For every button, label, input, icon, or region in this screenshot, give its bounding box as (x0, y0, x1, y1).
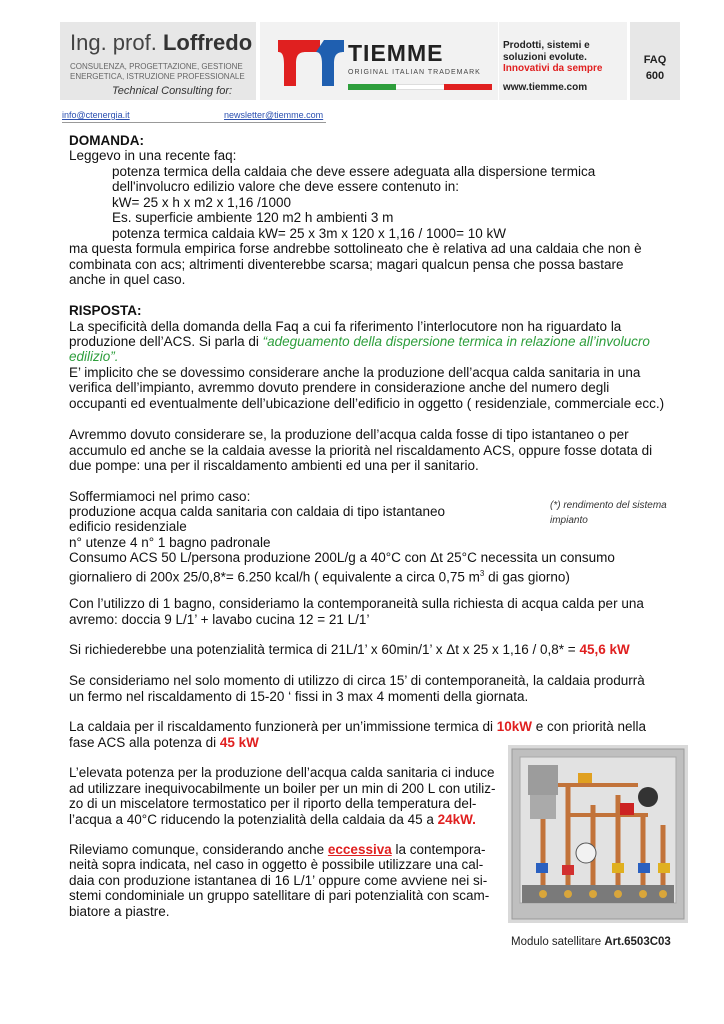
risposta-line: giornaliero di 200x 25/0,8*= 6.250 kcal/h ( equivalente a circa 0,75 $m^3$ di gas giorno) (69, 569, 570, 585)
risposta-line: ad utilizzare inequivocabilmente un boiler per un min di 200 L con utiliz- (69, 781, 496, 796)
domanda-line: combinata con acs; altrimenti diventerebbe scarsa; magari qualcun pensa che possa bastare (69, 257, 624, 272)
flag-white-stripe (396, 84, 444, 90)
flag-red-stripe (444, 84, 492, 90)
consultant-name: Ing. prof. Loffredo (70, 30, 253, 55)
risposta-line: l’acqua a 40°C riducendo la potenzialità della caldaia da 45 a 24kW. (69, 812, 476, 827)
footnote: (*) rendimento del sistema impianto (550, 500, 667, 526)
faq-label: FAQ (643, 54, 667, 66)
domanda-formula: kW= 25 x h x m2 x 1,16 /1000 (112, 195, 291, 210)
power-value: 10kW (496, 719, 532, 734)
website-link[interactable]: www.tiemme.com (503, 82, 588, 93)
domanda-line: Leggevo in una recente faq: (69, 148, 237, 163)
risposta-line: Con l’utilizzo di 1 bagno, consideriamo la contemporaneità sulla richiesta di acqua calda per una (69, 596, 644, 611)
faq-number: 600 (645, 70, 665, 82)
risposta-line: Consumo ACS 50 L/persona produzione 200L/g a 40°C con Δt 25°C necessita un consumo (69, 550, 615, 565)
domanda-result: potenza termica caldaia kW= 25 x 3m x 120 x 1,16 / 1000= 10 kW (112, 226, 506, 241)
risposta-line: edificio residenziale (69, 519, 187, 534)
products-slogan: Prodotti, sistemi e soluzioni evolute. (503, 40, 590, 63)
flag-green-stripe (348, 84, 396, 90)
brand-name: TIEMME (348, 40, 444, 66)
consultant-subtitle: CONSULENZA, PROGETTAZIONE, GESTIONE ENERGETICA, ISTRUZIONE PROFESSIONALE (70, 62, 245, 81)
power-value: 45,6 kW (579, 642, 630, 657)
risposta-line: daia con produzione istantanea di 16 L/1’ oppure come avviene nei si- (69, 873, 488, 888)
brand-tagline: ORIGINAL ITALIAN TRADEMARK (348, 69, 481, 76)
domanda-line: ma questa formula empirica forse andrebbe sottolineato che è relativa ad una caldaia che non è (69, 241, 642, 256)
risposta-line: produzione acqua calda sanitaria con caldaia di tipo istantaneo (69, 504, 446, 519)
risposta-line: un fermo nel riscaldamento di 15-20 ‘ fissi in 3 max 4 momenti della giornata. (69, 689, 529, 704)
email-newsletter-link[interactable]: newsletter@tiemme.com (224, 110, 324, 120)
divider (62, 122, 326, 123)
risposta-line: stemi condominiale un gruppo satellitare di pari potenzialità con scam- (69, 888, 490, 903)
risposta-line: Si richiederebbe una potenzialità termica di 21L/1’ x 60min/1’ x Δt x 25 x 1,16 / 0,8* = 45,6 kW (69, 642, 630, 657)
satellite-module-image (508, 745, 688, 923)
risposta-line: Soffermiamoci nel primo caso: (69, 489, 251, 504)
risposta-line: n° utenze 4 n° 1 bagno padronale (69, 535, 271, 550)
technical-consulting-label: Technical Consulting for: (112, 85, 233, 97)
products-innovation: Innovativi da sempre (503, 63, 603, 74)
domanda-heading: DOMANDA: (69, 133, 144, 148)
eccessiva-highlight: eccessiva (327, 842, 392, 857)
email-info-link[interactable]: info@ctenergia.it (62, 110, 130, 120)
quote-highlight: edilizio”. (69, 349, 119, 364)
risposta-line: La caldaia per il riscaldamento funzionerà per un’immissione termica di 10kW e con priorità nella (69, 719, 647, 734)
domanda-line: potenza termica della caldaia che deve essere adeguata alla dispersione termica (112, 164, 596, 179)
domanda-line: dell'involucro edilizio valore che deve essere contenuto in: (112, 179, 460, 194)
risposta-line: Rileviamo comunque, considerando anche eccessiva la contempora- (69, 842, 486, 857)
risposta-line: Avremmo dovuto considerare se, la produzione dell’acqua calda fosse di tipo istantaneo o per (69, 427, 629, 442)
risposta-line: zo di un miscelatore termostatico per il riporto della temperatura del- (69, 796, 477, 811)
risposta-line: avremo: doccia 9 L/1’ + lavabo cucina 12 = 21 L/1’ (69, 612, 370, 627)
power-value: 24kW. (437, 812, 476, 827)
risposta-line: verifica dell’impianto, avremmo dovuto prendere in considerazione anche del numero degli (69, 380, 610, 395)
risposta-line: neità sopra indicata, nel caso in oggetto è possibile utilizzare una cal- (69, 857, 484, 872)
risposta-line: La specificità della domanda della Faq a cui fa riferimento l’interlocutore non ha riguardato la (69, 319, 622, 334)
risposta-line: E’ implicito che se dovessimo considerare anche la produzione dell’acqua calda sanitaria in una (69, 365, 641, 380)
domanda-line: anche in quel caso. (69, 272, 186, 287)
tiemme-logo-icon (276, 38, 346, 88)
risposta-line: produzione dell’ACS. Si parla di “adeguamento della dispersione termica in relazione all’involucro (69, 334, 650, 349)
risposta-line: biatore a piastre. (69, 904, 170, 919)
risposta-line: L’elevata potenza per la produzione dell’acqua calda sanitaria ci induce (69, 765, 495, 780)
risposta-line: fase ACS alla potenza di 45 kW (69, 735, 259, 750)
domanda-example: Es. superficie ambiente 120 m2 h ambienti 3 m (112, 210, 394, 225)
power-value: 45 kW (219, 735, 259, 750)
quote-highlight: “adeguamento della dispersione termica in relazione all’involucro (262, 334, 650, 349)
risposta-line: due pompe: una per il riscaldamento ambienti ed una per il sanitario. (69, 458, 479, 473)
risposta-heading: RISPOSTA: (69, 303, 142, 318)
risposta-line: occupanti ed eventualmente dell’ubicazione dell’edificio in oggetto ( residenziale, commerciale ecc.) (69, 396, 665, 411)
image-caption: Modulo satellitare Art.6503C03 (511, 936, 671, 948)
risposta-line: Se consideriamo nel solo momento di utilizzo di circa 15’ di contemporaneità, la caldaia produrrà (69, 673, 645, 688)
risposta-line: accumulo ed anche se la caldaia avesse la priorità nel riscaldamento ACS, oppure fosse dotata di (69, 443, 653, 458)
